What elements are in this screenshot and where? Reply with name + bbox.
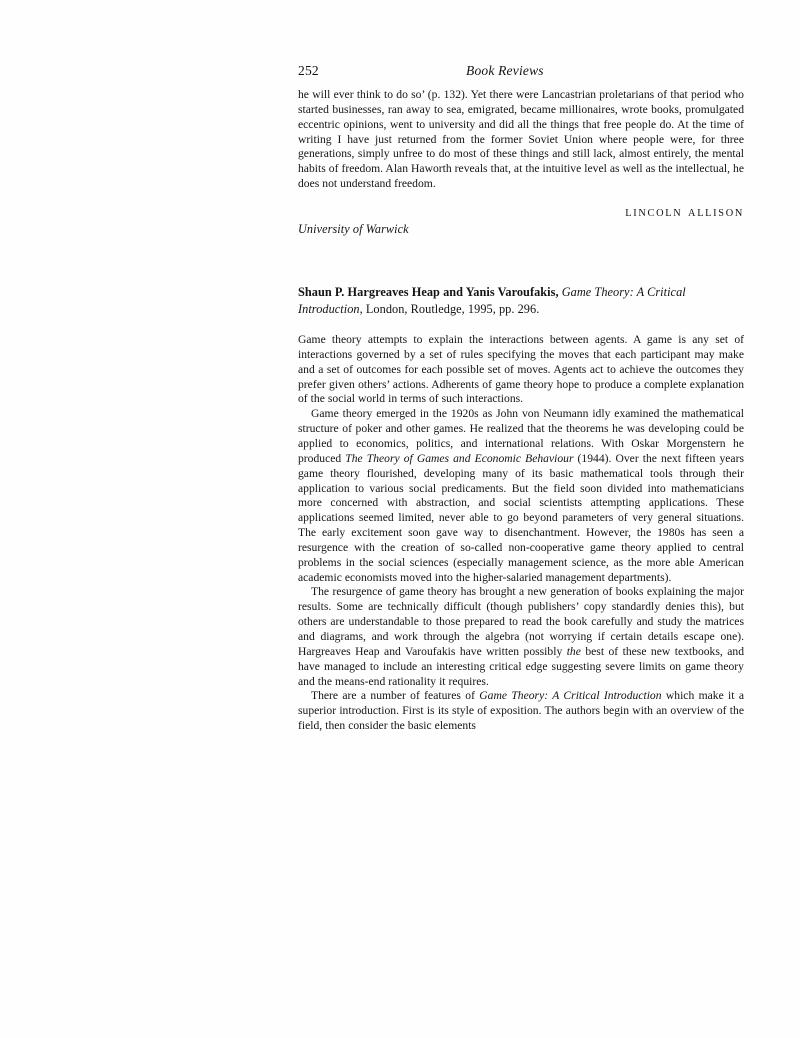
running-head-title: Book Reviews [466,63,544,78]
citation-separator: , [555,284,562,299]
running-head [298,62,744,88]
reviewer-name: LINCOLN ALLISON [625,207,744,219]
text-run: (1944). Over the next fifteen years game theory flourished, developing many of its basic mathematical tools through their application to various social predicaments. But the field soon divided into mathematicians more concerned with abstraction, and social scientists attempting applications. These applications seemed limited, never able to go beyond parameters of very general situations. The early excitement soon gave way to disenchantment. However, the 1980s has seen a resurgence with the creation of so-called non-cooperative game theory applied to central problems in the social sciences (especially management science, as the more able American academic economists moved into the higher-salaried management departments). [298,451,744,584]
review-continuation-paragraph: he will ever think to do so’ (p. 132). Yet there were Lancastrian proletarians of that period who started businesses, ran away to sea, emigrated, became millionaires, wrote books, promulgated eccentric opinions, went to university and did all the things that free people do. At the time of writing I have just returned from the former Soviet Union where people were, for three generations, simply unfree to do most of these things and still lack, almost entirely, the mental habits of freedom. Alan Haworth reveals that, at the intuitive level as well as the intellectual, he does not understand freedom. [298,88,744,191]
citation-authors: Shaun P. Hargreaves Heap and Yanis Varoufakis [298,284,556,299]
citation-publication: , London, Routledge, 1995, pp. 296. [359,301,540,316]
review-paragraph [298,333,744,407]
text-column [298,62,744,734]
review-paragraph [298,585,744,689]
text-run: best of these new textbooks, and have managed to include an interesting critical edge suggesting severe limits on game theory and the means-end rationality it requires. [298,644,745,688]
text-run: which make it a superior introduction. First is its style of exposition. The authors begin with an overview of the field, then consider the basic elements [298,689,744,733]
review-body [298,333,744,734]
text-run: There are a number of features of [311,689,480,703]
italic-title-run: The Theory of Games and Economic Behaviour [345,451,574,465]
reviewer-affiliation: University of Warwick [298,221,409,236]
text-run: Game theory emerged in the 1920s as John von Neumann idly examined the mathematical structure of poker and other games. He realized that the theorems he was developing could be applied to economics, politics, and international relations. With Oskar Morgenstern he produced [298,407,744,465]
italic-title-run: Game Theory: A Critical Introduction [479,689,662,703]
book-citation [298,284,744,317]
text-run: The resurgence of game theory has brought a new generation of books explaining the major results. Some are technically difficult (though publishers’ copy standardly denies this), but others are understandable to those prepared to read the book carefully and study the matrices and diagrams, and work through the algebra (not worrying if certain details escape one). Hargreaves Heap and Varoufakis have written possibly [298,585,744,658]
citation-spacer [298,317,744,333]
review-paragraph [298,689,744,734]
italic-title-run: the [566,644,581,658]
citation-title: Game Theory: A Critical Introduction [298,284,686,316]
review-paragraph [298,407,744,585]
text-run: Game theory attempts to explain the interactions between agents. A game is any set of interactions governed by a set of rules specifying the moves that each participant may make and a set of outcomes for each possible set of moves. Agents act to achieve the outcomes they prefer given others’ actions. Adherents of game theory hope to produce a complete explanation of the social world in terms of such interactions. [298,333,744,406]
page-number: 252 [298,63,319,78]
